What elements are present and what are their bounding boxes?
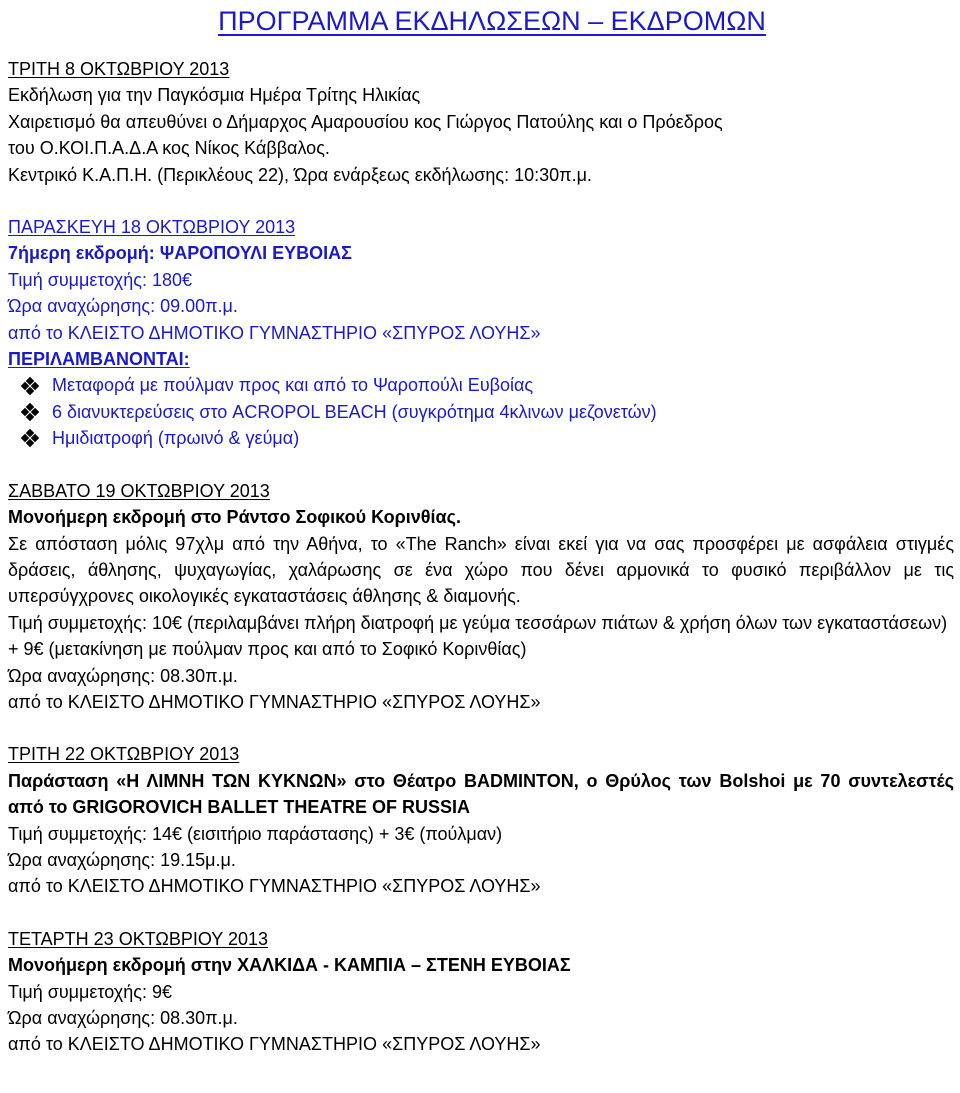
event-departure: Ώρα αναχώρησης: 09.00π.μ. xyxy=(8,296,238,317)
list-item-text: 6 διανυκτερεύσεις στο ACROPOL BEACH (συγκρότημα 4κλινων μεζονετών) xyxy=(52,401,657,422)
event-location: από το ΚΛΕΙΣΤΟ ΔΗΜΟΤΙΚΟ ΓΥΜΝΑΣΤΗΡΙΟ «ΣΠΥΡΟΣ ΛΟΥΗΣ» xyxy=(8,691,541,712)
list-item xyxy=(22,399,954,425)
list-item xyxy=(22,372,954,398)
diamond-bullet-icon xyxy=(22,430,38,446)
spacer xyxy=(8,715,954,741)
includes-heading: ΠΕΡΙΛΑΜΒΑΝΟΝΤΑΙ: xyxy=(8,349,190,370)
list-item xyxy=(22,425,954,451)
event-tuesday-22 xyxy=(8,741,954,899)
event-description: Σε απόσταση μόλις 97χλμ από την Αθήνα, το «The Ranch» είναι εκεί για να σας προσφέρει με ασφάλεια στιγμές δράσεις, άθλησης, ψυχαγωγίας, χαλάρωσης σε ένα χώρο που δένει αρμονικά το φυσικό περιβάλλον με τις υπερσύγχρονες οικολογικές εγκαταστάσεις άθλησης & διαμονής. xyxy=(8,533,954,607)
event-line: Κεντρικό Κ.Α.Π.Η. (Περικλέους 22), Ώρα ενάρξεως εκδήλωσης: 10:30π.μ. xyxy=(8,164,592,185)
spacer xyxy=(8,900,954,926)
event-departure: Ώρα αναχώρησης: 08.30π.μ. xyxy=(8,1008,238,1028)
event-location: από το ΚΛΕΙΣΤΟ ΔΗΜΟΤΙΚΟ ΓΥΜΝΑΣΤΗΡΙΟ «ΣΠΥΡΟΣ ΛΟΥΗΣ» xyxy=(8,876,541,897)
event-friday-18 xyxy=(8,214,954,452)
event-line: Χαιρετισμό θα απευθύνει ο Δήμαρχος Αμαρουσίου κος Γιώργος Πατούλης και ο Πρόεδρος xyxy=(8,111,723,132)
event-location: από το ΚΛΕΙΣΤΟ ΔΗΜΟΤΙΚΟ ΓΥΜΝΑΣΤΗΡΙΟ «ΣΠΥΡΟΣ ΛΟΥΗΣ» xyxy=(8,322,541,343)
event-date: ΣΑΒΒΑΤΟ 19 ΟΚΤΩΒΡΙΟΥ 2013 xyxy=(8,480,270,501)
event-line: του Ο.ΚΟΙ.Π.Α.Δ.Α κος Νίκος Κάββαλος. xyxy=(8,138,330,159)
event-subtitle: 7ήμερη εκδρομή: ΨΑΡΟΠΟΥΛΙ ΕΥΒΟΙΑΣ xyxy=(8,243,352,264)
event-price: Τιμή συμμετοχής: 14€ (εισιτήριο παράστασης) + 3€ (πούλμαν) xyxy=(8,823,503,844)
spacer xyxy=(8,188,954,214)
list-item-text: Μεταφορά με πούλμαν προς και από το Ψαροπούλι Ευβοίας xyxy=(52,375,534,396)
event-price: Τιμή συμμετοχής: 180€ xyxy=(8,269,192,290)
event-tuesday-8 xyxy=(8,56,954,188)
spacer xyxy=(8,452,954,478)
event-price: Τιμή συμμετοχής: 9€ xyxy=(8,981,172,1002)
event-subtitle: Μονοήμερη εκδρομή στην ΧΑΛΚΙΔΑ - ΚΑΜΠΙΑ – ΣΤΕΝΗ ΕΥΒΟΙΑΣ xyxy=(8,955,571,976)
page-title: ΠΡΟΓΡΑΜΜΑ ΕΚΔΗΛΩΣΕΩΝ – ΕΚΔΡΟΜΩΝ xyxy=(218,6,766,36)
event-date: ΠΑΡΑΣΚΕΥΗ 18 ΟΚΤΩΒΡΙΟΥ 2013 xyxy=(8,217,296,238)
event-departure: Ώρα αναχώρησης: 08.30π.μ. xyxy=(8,665,238,686)
diamond-bullet-icon xyxy=(22,404,38,420)
event-date: ΤΡΙΤΗ 8 ΟΚΤΩΒΡΙΟΥ 2013 xyxy=(8,59,230,79)
event-line: Εκδήλωση για την Παγκόσμια Ημέρα Τρίτης Ηλικίας xyxy=(8,85,421,106)
event-subtitle: Μονοήμερη εκδρομή στο Ράντσο Σοφικού Κορινθίας. xyxy=(8,507,461,528)
event-wednesday-23 xyxy=(8,926,954,1058)
event-date: ΤΡΙΤΗ 22 ΟΚΤΩΒΡΙΟΥ 2013 xyxy=(8,744,240,765)
event-location: από το ΚΛΕΙΣΤΟ ΔΗΜΟΤΙΚΟ ΓΥΜΝΑΣΤΗΡΙΟ «ΣΠΥΡΟΣ ΛΟΥΗΣ» xyxy=(8,1034,541,1055)
event-departure: Ώρα αναχώρησης: 19.15μ.μ. xyxy=(8,849,236,870)
includes-list xyxy=(8,372,954,451)
event-date: ΤΕΤΑΡΤΗ 23 ΟΚΤΩΒΡΙΟΥ 2013 xyxy=(8,928,268,949)
list-item-text: Ημιδιατροφή (πρωινό & γεύμα) xyxy=(52,428,300,449)
event-subtitle: Παράσταση «Η ΛΙΜΝΗ ΤΩΝ ΚΥΚΝΩΝ» στο Θέατρο BADMINTON, ο Θρύλος των Bolshoi με 70 συντελεστές από το GRIGOROVICH BALLET THEATRE OF RUSSIA xyxy=(8,770,954,818)
diamond-bullet-icon xyxy=(22,378,38,394)
event-saturday-19 xyxy=(8,478,954,716)
event-price: Τιμή συμμετοχής: 10€ (περιλαμβάνει πλήρη διατροφή με γεύμα τεσσάρων πιάτων & χρήση όλων των εγκαταστάσεων) + 9€ (μετακίνηση με πούλμαν προς και από το Σοφικό Κορινθίας) xyxy=(8,612,948,660)
